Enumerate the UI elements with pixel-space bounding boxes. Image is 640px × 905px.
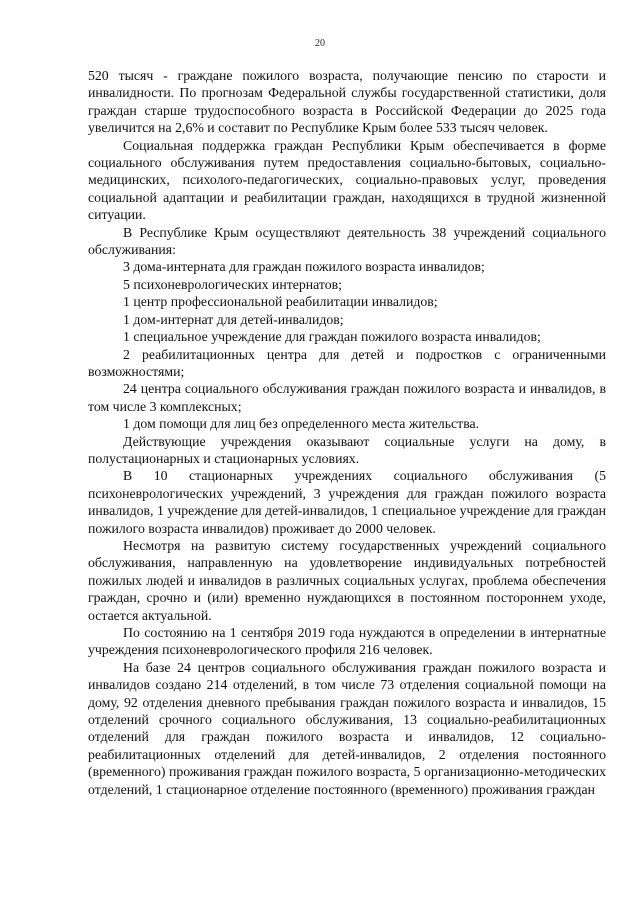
paragraph: Социальная поддержка граждан Республики Крым обеспечивается в форме социального обслуживания путем предоставления социально-бытовых, социально-медицинских, психолого-педагогических, социально-правовых услуг, проведения социальной адаптации и реабилитации граждан, находящихся в трудной жизненной ситуации. — [88, 137, 606, 223]
paragraph: 1 специальное учреждение для граждан пожилого возраста инвалидов; — [123, 329, 541, 345]
paragraph: 3 дома-интерната для граждан пожилого возраста инвалидов; — [123, 259, 485, 275]
paragraph: 1 дом-интернат для детей-инвалидов; — [123, 311, 344, 327]
paragraph: В 10 стационарных учреждениях социального обслуживания (5 психоневрологических учреждений, 3 учреждения для граждан пожилого возраста инвалидов, 1 учреждение для детей-инвалидов, 1 специальное учреждение для граждан пожилого возраста инвалидов) проживает до 2000 человек. — [88, 468, 606, 536]
page-number: 20 — [315, 38, 325, 49]
paragraph: 2 реабилитационных центра для детей и подростков с ограниченными возможностями; — [88, 346, 606, 379]
paragraph: 1 дом помощи для лиц без определенного места жительства. — [123, 416, 480, 432]
paragraph: На базе 24 центров социального обслуживания граждан пожилого возраста и инвалидов создано 214 отделений, в том числе 73 отделения социальной помощи на дому, 92 отделения дневного пребывания граждан пожилого возраста и инвалидов, 15 отделений срочного социального обслуживания, 13 социально-реабилитационных отделений для граждан пожилого возраста и инвалидов, 12 социально-реабилитационных отделений для детей-инвалидов, 2 отделения постоянного (временного) проживания граждан пожилого возраста, 5 организационно-методических отделений, 1 стационарное отделение постоянного (временного) проживания граждан — [88, 659, 606, 797]
paragraph: 1 центр профессиональной реабилитации инвалидов; — [123, 294, 438, 310]
paragraph: 520 тысяч - граждане пожилого возраста, получающие пенсию по старости и инвалидности. По прогнозам Федеральной службы государственной статистики, доля граждан старше трудоспособного возраста в Российской Федерации до 2025 года увеличится на 2,6% и составит по Республике Крым более 533 тысяч человек. — [88, 68, 606, 136]
paragraph: Действующие учреждения оказывают социальные услуги на дому, в полустационарных и стационарных условиях. — [88, 433, 606, 466]
paragraph: 5 психоневрологических интернатов; — [123, 276, 342, 292]
paragraph: 24 центра социального обслуживания граждан пожилого возраста и инвалидов, в том числе 3 комплексных; — [88, 381, 606, 414]
document-body — [88, 67, 606, 798]
paragraph: Несмотря на развитую систему государственных учреждений социального обслуживания, направленную на удовлетворение индивидуальных потребностей пожилых людей и инвалидов в различных социальных услугах, проблема обеспечения граждан, срочно и (или) временно нуждающихся в постоянном постороннем уходе, остается актуальной. — [88, 537, 606, 623]
paragraph: По состоянию на 1 сентября 2019 года нуждаются в определении в интернатные учреждения психоневрологического профиля 216 человек. — [88, 625, 606, 658]
paragraph: В Республике Крым осуществляют деятельность 38 учреждений социального обслуживания: — [88, 224, 606, 258]
